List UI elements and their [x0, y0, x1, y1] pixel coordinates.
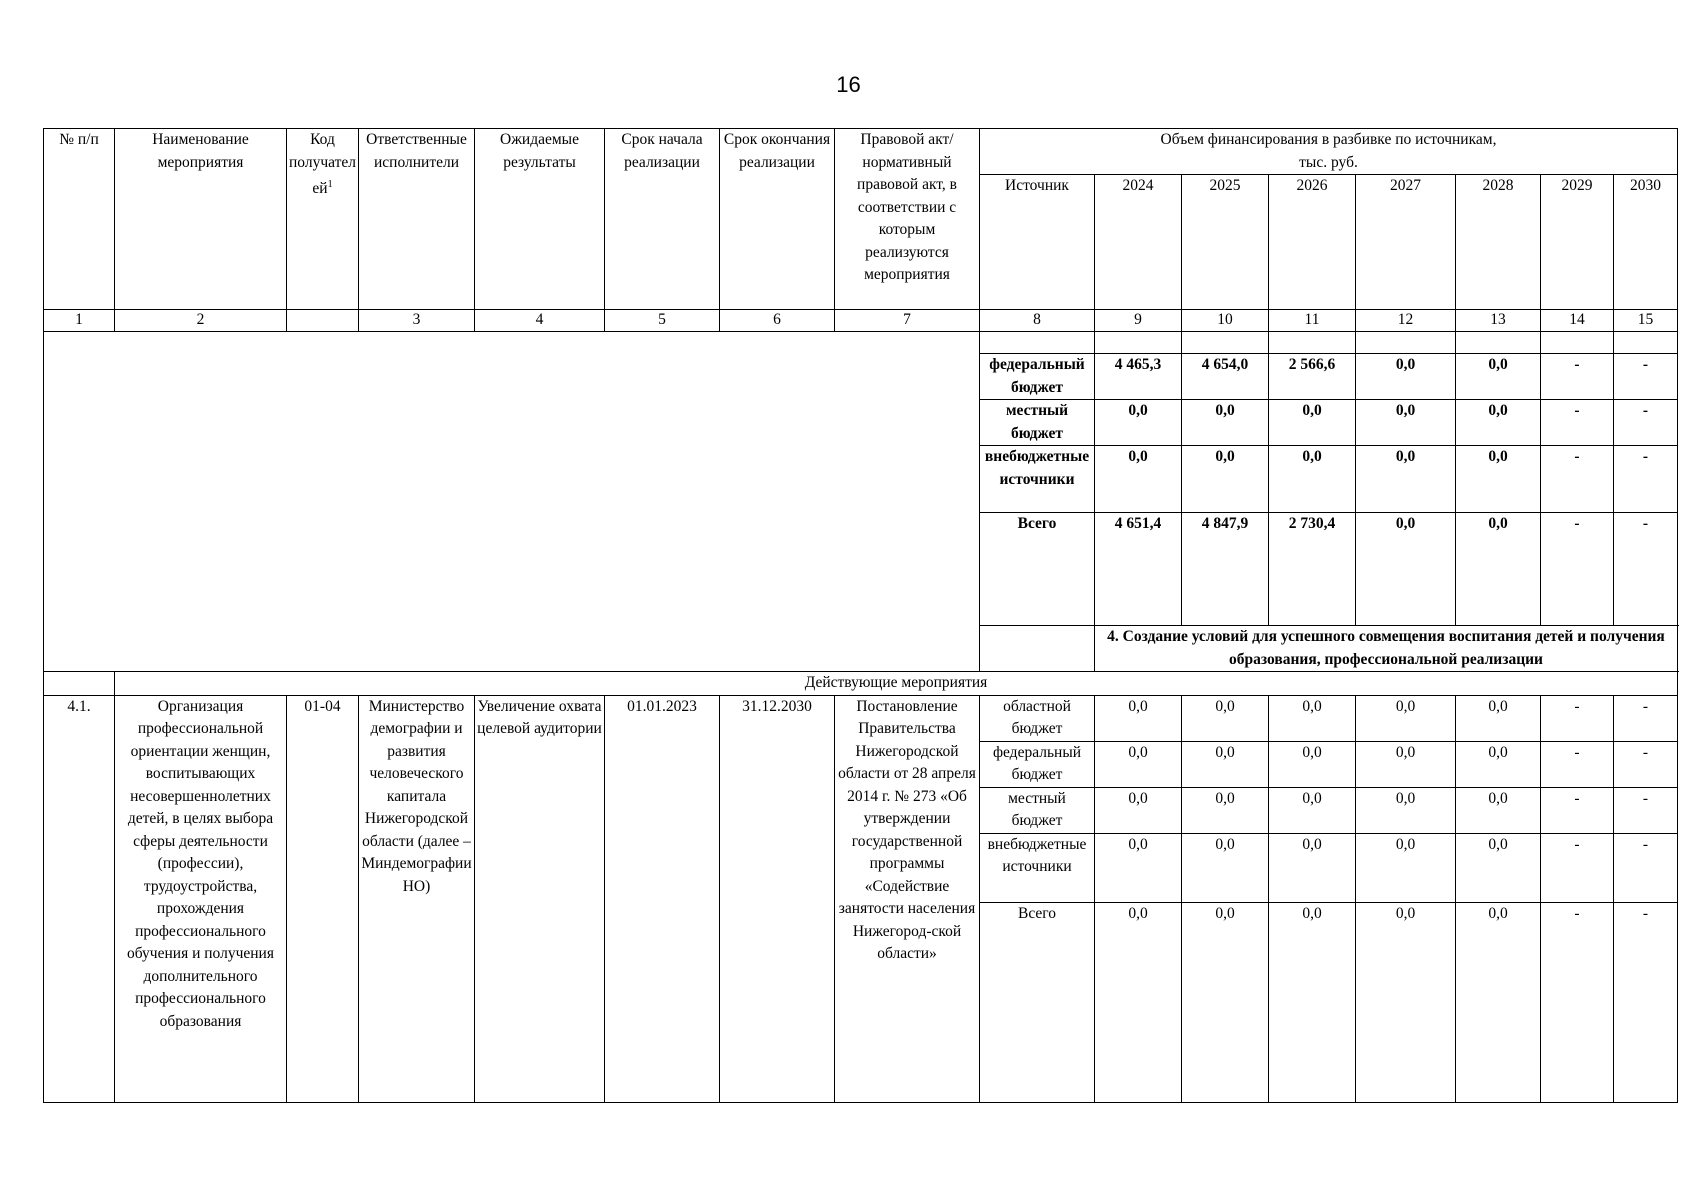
header-num: № п/п — [44, 129, 115, 310]
spacer-row — [44, 332, 1678, 354]
item-value: 0,0 — [1269, 833, 1356, 902]
spacer-cell — [980, 332, 1095, 354]
column-number-row — [44, 310, 1678, 332]
prev-value: - — [1614, 513, 1678, 626]
item-value: 0,0 — [1356, 695, 1456, 741]
column-number — [287, 310, 359, 332]
item-value: 0,0 — [1095, 833, 1182, 902]
item-value: 0,0 — [1356, 833, 1456, 902]
item-end: 31.12.2030 — [720, 695, 835, 1102]
column-number: 2 — [115, 310, 287, 332]
column-number: 5 — [605, 310, 720, 332]
prev-source: местный бюджет — [980, 400, 1095, 446]
page-number: 16 — [836, 72, 861, 97]
section-title: 4. Создание условий для успешного совмещения воспитания детей и получения образования, профессиональной реализации — [1095, 626, 1678, 672]
header-year: 2029 — [1541, 175, 1614, 310]
column-number: 7 — [835, 310, 980, 332]
prev-value: 0,0 — [1182, 400, 1269, 446]
header-end: Срок окончания реализации — [720, 129, 835, 310]
column-number: 10 — [1182, 310, 1269, 332]
item-value: 0,0 — [1269, 902, 1356, 1102]
header-year: 2028 — [1456, 175, 1541, 310]
subsection-title: Действующие мероприятия — [115, 672, 1678, 696]
item-code: 01-04 — [287, 695, 359, 1102]
item-value: 0,0 — [1095, 902, 1182, 1102]
prev-value: 0,0 — [1182, 446, 1269, 513]
header-year: 2026 — [1269, 175, 1356, 310]
item-num: 4.1. — [44, 695, 115, 1102]
prev-source: Всего — [980, 513, 1095, 626]
prev-value: 4 654,0 — [1182, 354, 1269, 400]
spacer-cell — [1456, 332, 1541, 354]
item-value: - — [1541, 787, 1614, 833]
item-start: 01.01.2023 — [605, 695, 720, 1102]
item-legal: Постановление Правительства Нижегородской области от 28 апреля 2014 г. № 273 «Об утверждении государственной программы «Содействие занятости населения Нижегород-ской области» — [835, 695, 980, 1102]
prev-source: федеральный бюджет — [980, 354, 1095, 400]
item-value: 0,0 — [1456, 787, 1541, 833]
prev-value: - — [1614, 446, 1678, 513]
item-value: - — [1614, 787, 1678, 833]
item-row-regional — [44, 695, 1678, 741]
header-year: 2024 — [1095, 175, 1182, 310]
header-funding: Объем финансирования в разбивке по источникам, тыс. руб. — [980, 129, 1678, 175]
prev-value: - — [1614, 354, 1678, 400]
prev-value: 0,0 — [1095, 400, 1182, 446]
spacer-cell — [1356, 332, 1456, 354]
item-value: 0,0 — [1456, 741, 1541, 787]
column-number: 4 — [475, 310, 605, 332]
item-value: 0,0 — [1269, 741, 1356, 787]
spacer-cell — [1182, 332, 1269, 354]
item-value: - — [1614, 902, 1678, 1102]
item-value: 0,0 — [1456, 833, 1541, 902]
prev-value: 0,0 — [1456, 513, 1541, 626]
item-value: 0,0 — [1356, 741, 1456, 787]
column-number: 1 — [44, 310, 115, 332]
spacer-cell — [1614, 332, 1678, 354]
header-name: Наименование мероприятия — [115, 129, 287, 310]
spacer-cell — [1269, 332, 1356, 354]
item-value: - — [1541, 741, 1614, 787]
item-value: 0,0 — [1356, 787, 1456, 833]
item-value: 0,0 — [1182, 902, 1269, 1102]
item-value: 0,0 — [1269, 787, 1356, 833]
continued-block-empty — [44, 332, 980, 672]
header-legal: Правовой акт/нормативный правовой акт, в соответствии с которым реализуются мероприятия — [835, 129, 980, 310]
header-source: Источник — [980, 175, 1095, 310]
item-value: 0,0 — [1456, 695, 1541, 741]
column-number: 14 — [1541, 310, 1614, 332]
item-value: 0,0 — [1095, 741, 1182, 787]
column-number: 9 — [1095, 310, 1182, 332]
item-value: 0,0 — [1269, 695, 1356, 741]
header-code — [287, 129, 359, 310]
column-number: 13 — [1456, 310, 1541, 332]
funding-table — [43, 128, 1678, 1103]
prev-value: 0,0 — [1456, 446, 1541, 513]
item-value: 0,0 — [1182, 787, 1269, 833]
item-value: - — [1541, 695, 1614, 741]
header-code-text: Код получателей — [289, 131, 356, 198]
item-name: Организация профессиональной ориентации женщин, воспитывающих несовершеннолетних детей, в целях выбора сферы деятельности (профессии), трудоустройства, прохождения профессионального обучения и получения дополнительного профессионального образования — [115, 695, 287, 1102]
header-year: 2027 — [1356, 175, 1456, 310]
item-value: 0,0 — [1456, 902, 1541, 1102]
header-year: 2025 — [1182, 175, 1269, 310]
prev-value: 0,0 — [1356, 446, 1456, 513]
item-value: 0,0 — [1182, 695, 1269, 741]
item-value: 0,0 — [1356, 902, 1456, 1102]
spacer-cell — [1541, 332, 1614, 354]
item-value: - — [1614, 695, 1678, 741]
item-value: 0,0 — [1095, 787, 1182, 833]
prev-value: 0,0 — [1356, 400, 1456, 446]
header-responsible: Ответственные исполнители — [359, 129, 475, 310]
prev-value: 0,0 — [1456, 354, 1541, 400]
item-source: федеральный бюджет — [980, 741, 1095, 787]
prev-value: 0,0 — [1456, 400, 1541, 446]
prev-value: 0,0 — [1269, 400, 1356, 446]
column-number: 12 — [1356, 310, 1456, 332]
prev-value: 0,0 — [1356, 513, 1456, 626]
item-value: 0,0 — [1182, 741, 1269, 787]
spacer-cell — [1095, 332, 1182, 354]
item-value: - — [1541, 833, 1614, 902]
subsection-num-cell — [44, 672, 115, 696]
prev-value: - — [1541, 400, 1614, 446]
column-number: 11 — [1269, 310, 1356, 332]
header-start: Срок начала реализации — [605, 129, 720, 310]
header-code-footnote: 1 — [327, 179, 333, 190]
column-number: 6 — [720, 310, 835, 332]
column-number: 3 — [359, 310, 475, 332]
item-value: - — [1541, 902, 1614, 1102]
prev-value: - — [1541, 446, 1614, 513]
header-row-1 — [44, 129, 1678, 175]
prev-value: 4 651,4 — [1095, 513, 1182, 626]
prev-value: 4 465,3 — [1095, 354, 1182, 400]
prev-value: 2 730,4 — [1269, 513, 1356, 626]
prev-value: 0,0 — [1356, 354, 1456, 400]
item-results: Увеличение охвата целевой аудитории — [475, 695, 605, 1102]
item-value: 0,0 — [1095, 695, 1182, 741]
prev-value: - — [1541, 354, 1614, 400]
subsection-row — [44, 672, 1678, 696]
column-number: 15 — [1614, 310, 1678, 332]
prev-value: - — [1541, 513, 1614, 626]
item-value: - — [1614, 833, 1678, 902]
header-year: 2030 — [1614, 175, 1678, 310]
item-source: местный бюджет — [980, 787, 1095, 833]
item-source: внебюджетные источники — [980, 833, 1095, 902]
prev-value: - — [1614, 400, 1678, 446]
header-results: Ожидаемые результаты — [475, 129, 605, 310]
column-number: 8 — [980, 310, 1095, 332]
item-source: Всего — [980, 902, 1095, 1102]
item-value: - — [1614, 741, 1678, 787]
prev-value: 2 566,6 — [1269, 354, 1356, 400]
prev-value: 0,0 — [1269, 446, 1356, 513]
prev-source: внебюджетные источники — [980, 446, 1095, 513]
prev-value: 4 847,9 — [1182, 513, 1269, 626]
section-num-cell — [980, 626, 1095, 672]
prev-value: 0,0 — [1095, 446, 1182, 513]
item-source: областной бюджет — [980, 695, 1095, 741]
item-responsible: Министерство демографии и развития человеческого капитала Нижегородской области (далее – Миндемографии НО) — [359, 695, 475, 1102]
item-value: 0,0 — [1182, 833, 1269, 902]
